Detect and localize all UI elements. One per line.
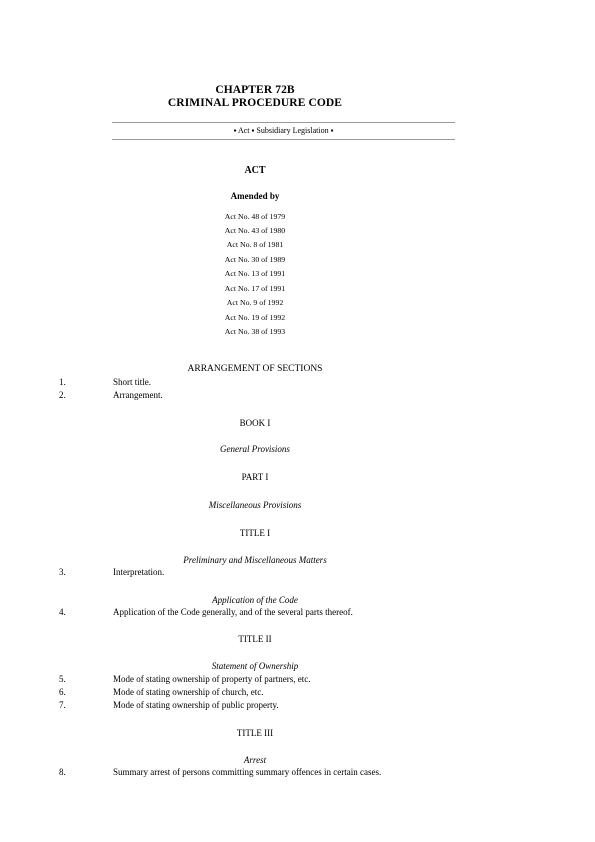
section-title: Arrangement. xyxy=(113,390,163,400)
book-heading: BOOK I xyxy=(239,418,271,428)
bottom-divider xyxy=(112,139,455,140)
section-title: Mode of stating ownership of public property. xyxy=(113,700,279,710)
amendment-item: Act No. 13 of 1991 xyxy=(224,269,286,278)
amendment-item: Act No. 9 of 1992 xyxy=(226,298,284,307)
chapter-number: CHAPTER 72B xyxy=(215,84,295,96)
chapter-title: CRIMINAL PROCEDURE CODE xyxy=(167,97,343,109)
amendment-item: Act No. 8 of 1981 xyxy=(226,240,284,249)
amendment-item: Act No. 43 of 1980 xyxy=(224,226,286,235)
bullet: ▪ xyxy=(249,126,257,135)
act-heading: ACT xyxy=(244,165,266,176)
section-title: Mode of stating ownership of property of partners, etc. xyxy=(113,674,311,684)
top-divider xyxy=(112,122,455,123)
amendment-item: Act No. 30 of 1989 xyxy=(224,255,286,264)
amendment-item: Act No. 17 of 1991 xyxy=(224,284,286,293)
section-number: 3. xyxy=(59,567,66,577)
section-title: Application of the Code generally, and of the several parts thereof. xyxy=(113,607,353,617)
arrangement-heading: ARRANGEMENT OF SECTIONS xyxy=(187,364,323,374)
section-number: 7. xyxy=(59,700,66,710)
title-heading: TITLE I xyxy=(239,528,271,538)
amendment-item: Act No. 48 of 1979 xyxy=(224,212,286,221)
part-subtitle: Miscellaneous Provisions xyxy=(208,500,302,510)
section-nav xyxy=(112,126,455,135)
section-number: 2. xyxy=(59,390,66,400)
section-number: 4. xyxy=(59,607,66,617)
bullet: ▪ xyxy=(233,126,238,135)
subsidiary-legislation-link[interactable]: Subsidiary Legislation xyxy=(256,126,329,135)
book-subtitle: General Provisions xyxy=(220,444,290,454)
part-heading: PART I xyxy=(241,472,269,482)
title-heading: TITLE III xyxy=(236,728,274,738)
section-title: Mode of stating ownership of church, etc. xyxy=(113,687,264,697)
bullet: ▪ xyxy=(328,126,334,135)
amendment-item: Act No. 19 of 1992 xyxy=(224,313,286,322)
section-title: Short title. xyxy=(113,377,151,387)
subheading-italic: Application of the Code xyxy=(212,595,298,605)
title-subtitle: Statement of Ownership xyxy=(211,661,299,671)
title-subtitle: Preliminary and Miscellaneous Matters xyxy=(183,555,327,565)
title-heading: TITLE II xyxy=(238,634,272,644)
title-subtitle: Arrest xyxy=(243,755,267,765)
amendment-item: Act No. 38 of 1993 xyxy=(224,327,286,336)
section-title: Summary arrest of persons committing summary offences in certain cases. xyxy=(113,767,382,777)
section-title: Interpretation. xyxy=(113,567,165,577)
section-number: 8. xyxy=(59,767,66,777)
act-link[interactable]: Act xyxy=(237,126,250,135)
section-number: 6. xyxy=(59,687,66,697)
amended-by-heading: Amended by xyxy=(230,191,280,201)
section-number: 1. xyxy=(59,377,66,387)
section-number: 5. xyxy=(59,674,66,684)
